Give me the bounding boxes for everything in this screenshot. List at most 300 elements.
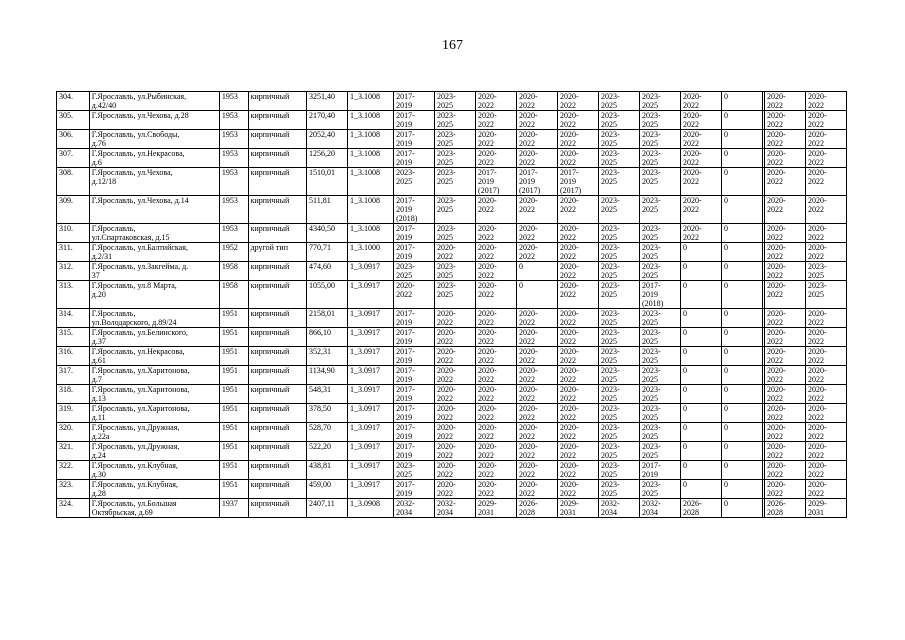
cell-period-3: 2020- 2022 [476, 309, 517, 328]
cell-period-10: 2020- 2022 [764, 111, 805, 130]
cell-area: 511,81 [306, 196, 347, 224]
cell-period-3: 2020- 2022 [476, 442, 517, 461]
cell-period-2: 2023- 2025 [435, 196, 476, 224]
table-row [57, 423, 847, 442]
cell-area: 3251,40 [306, 92, 347, 111]
cell-value-9: 0 [721, 366, 762, 385]
cell-period-4: 2020- 2022 [517, 130, 558, 149]
cell-wall-material: кирпичный [248, 423, 306, 442]
cell-period-11: 2020- 2022 [805, 404, 846, 423]
cell-period-4: 0 [517, 262, 558, 281]
cell-value-9: 0 [721, 111, 762, 130]
cell-area: 866,10 [306, 328, 347, 347]
cell-area: 352,31 [306, 347, 347, 366]
cell-area: 528,70 [306, 423, 347, 442]
cell-period-7: 2023- 2025 [639, 130, 680, 149]
cell-period-1: 2017- 2019 [394, 243, 435, 262]
cell-wall-material: кирпичный [248, 461, 306, 480]
cell-address: Г.Ярославль, ул.Клубная, д.28 [89, 480, 219, 499]
cell-period-11: 2020- 2022 [805, 111, 846, 130]
cell-period-11: 2020- 2022 [805, 461, 846, 480]
cell-year-built: 1953 [219, 224, 248, 243]
cell-period-11: 2020- 2022 [805, 92, 846, 111]
cell-period-8: 0 [680, 480, 721, 499]
cell-code: 1_3.1008 [347, 130, 393, 149]
cell-year-built: 1953 [219, 149, 248, 168]
cell-year-built: 1951 [219, 385, 248, 404]
cell-period-1: 2020- 2022 [394, 281, 435, 309]
cell-period-10: 2020- 2022 [764, 461, 805, 480]
cell-row-number: 319. [57, 404, 90, 423]
cell-period-8: 0 [680, 366, 721, 385]
cell-year-built: 1951 [219, 404, 248, 423]
table-row [57, 461, 847, 480]
cell-period-7: 2023- 2025 [639, 168, 680, 196]
cell-area: 522,20 [306, 442, 347, 461]
cell-year-built: 1953 [219, 92, 248, 111]
cell-period-1: 2017- 2019 [394, 130, 435, 149]
cell-period-8: 0 [680, 281, 721, 309]
cell-period-8: 2020- 2022 [680, 224, 721, 243]
cell-period-6: 2023- 2025 [598, 281, 639, 309]
cell-value-9: 0 [721, 404, 762, 423]
cell-period-3: 2020- 2022 [476, 404, 517, 423]
cell-wall-material: кирпичный [248, 385, 306, 404]
cell-period-4: 2020- 2022 [517, 196, 558, 224]
cell-period-1: 2017- 2019 [394, 347, 435, 366]
cell-area: 474,60 [306, 262, 347, 281]
cell-wall-material: кирпичный [248, 442, 306, 461]
cell-period-5: 2020- 2022 [558, 111, 599, 130]
cell-period-8: 0 [680, 243, 721, 262]
cell-year-built: 1951 [219, 309, 248, 328]
cell-period-10: 2020- 2022 [764, 224, 805, 243]
cell-period-1: 2017- 2019 [394, 404, 435, 423]
cell-period-11: 2020- 2022 [805, 366, 846, 385]
cell-period-11: 2020- 2022 [805, 423, 846, 442]
cell-wall-material: кирпичный [248, 404, 306, 423]
table-body [57, 92, 847, 518]
cell-period-2: 2020- 2022 [435, 404, 476, 423]
cell-period-4: 2026- 2028 [517, 499, 558, 518]
cell-period-6: 2023- 2025 [598, 224, 639, 243]
cell-value-9: 0 [721, 196, 762, 224]
table-row [57, 404, 847, 423]
cell-period-6: 2023- 2025 [598, 480, 639, 499]
cell-wall-material: кирпичный [248, 480, 306, 499]
housing-register-table [56, 91, 847, 518]
cell-period-3: 2020- 2022 [476, 224, 517, 243]
cell-row-number: 316. [57, 347, 90, 366]
cell-period-5: 2020- 2022 [558, 149, 599, 168]
cell-period-3: 2020- 2022 [476, 423, 517, 442]
cell-period-6: 2023- 2025 [598, 404, 639, 423]
cell-area: 2407,11 [306, 499, 347, 518]
cell-period-4: 2020- 2022 [517, 243, 558, 262]
cell-wall-material: кирпичный [248, 309, 306, 328]
cell-year-built: 1951 [219, 442, 248, 461]
cell-address: Г.Ярославль, ул.Харитонова, д.11 [89, 404, 219, 423]
cell-period-3: 2020- 2022 [476, 461, 517, 480]
cell-period-1: 2017- 2019 [394, 423, 435, 442]
cell-area: 1256,20 [306, 149, 347, 168]
cell-value-9: 0 [721, 243, 762, 262]
cell-period-1: 2017- 2019 [394, 328, 435, 347]
cell-period-5: 2020- 2022 [558, 423, 599, 442]
cell-value-9: 0 [721, 149, 762, 168]
cell-value-9: 0 [721, 423, 762, 442]
cell-period-11: 2020- 2022 [805, 243, 846, 262]
table-row [57, 366, 847, 385]
cell-period-5: 2020- 2022 [558, 366, 599, 385]
cell-row-number: 307. [57, 149, 90, 168]
table-row [57, 385, 847, 404]
cell-period-7: 2023- 2025 [639, 328, 680, 347]
cell-period-5: 2020- 2022 [558, 224, 599, 243]
cell-period-8: 0 [680, 385, 721, 404]
cell-value-9: 0 [721, 480, 762, 499]
cell-period-3: 2020- 2022 [476, 366, 517, 385]
cell-address: Г.Ярославль, ул.Дружная, д.24 [89, 442, 219, 461]
cell-period-8: 0 [680, 347, 721, 366]
cell-value-9: 0 [721, 130, 762, 149]
cell-wall-material: кирпичный [248, 92, 306, 111]
cell-period-3: 2020- 2022 [476, 111, 517, 130]
cell-address: Г.Ярославль, ул.Чехова, д.12/18 [89, 168, 219, 196]
table-row [57, 262, 847, 281]
cell-code: 1_3.0917 [347, 262, 393, 281]
cell-row-number: 308. [57, 168, 90, 196]
cell-period-10: 2020- 2022 [764, 442, 805, 461]
cell-period-1: 2023- 2025 [394, 461, 435, 480]
cell-period-4: 2020- 2022 [517, 442, 558, 461]
cell-period-7: 2023- 2025 [639, 480, 680, 499]
cell-value-9: 0 [721, 347, 762, 366]
cell-code: 1_3.0917 [347, 366, 393, 385]
cell-year-built: 1951 [219, 366, 248, 385]
cell-period-2: 2020- 2022 [435, 385, 476, 404]
cell-row-number: 306. [57, 130, 90, 149]
cell-area: 548,31 [306, 385, 347, 404]
cell-period-7: 2017- 2019 (2018) [639, 281, 680, 309]
cell-wall-material: кирпичный [248, 347, 306, 366]
cell-period-5: 2020- 2022 [558, 309, 599, 328]
cell-period-8: 0 [680, 442, 721, 461]
cell-period-6: 2023- 2025 [598, 149, 639, 168]
cell-period-10: 2020- 2022 [764, 243, 805, 262]
cell-period-4: 2020- 2022 [517, 149, 558, 168]
cell-period-8: 2020- 2022 [680, 111, 721, 130]
cell-period-4: 2020- 2022 [517, 111, 558, 130]
cell-period-4: 2020- 2022 [517, 347, 558, 366]
cell-row-number: 309. [57, 196, 90, 224]
cell-address: Г.Ярославль, ул.Некрасова, д.61 [89, 347, 219, 366]
cell-period-5: 2020- 2022 [558, 130, 599, 149]
cell-year-built: 1953 [219, 168, 248, 196]
table-row [57, 328, 847, 347]
cell-year-built: 1951 [219, 328, 248, 347]
cell-period-4: 2017- 2019 (2017) [517, 168, 558, 196]
cell-code: 1_3.0908 [347, 499, 393, 518]
cell-period-2: 2020- 2022 [435, 309, 476, 328]
cell-period-5: 2020- 2022 [558, 404, 599, 423]
cell-period-8: 2020- 2022 [680, 168, 721, 196]
table-row [57, 111, 847, 130]
cell-period-10: 2020- 2022 [764, 92, 805, 111]
cell-period-4: 2020- 2022 [517, 385, 558, 404]
cell-wall-material: кирпичный [248, 130, 306, 149]
cell-period-2: 2023- 2025 [435, 262, 476, 281]
cell-address: Г.Ярославль, ул.Свободы, д.76 [89, 130, 219, 149]
cell-period-1: 2017- 2019 [394, 480, 435, 499]
cell-row-number: 317. [57, 366, 90, 385]
cell-code: 1_3.0917 [347, 385, 393, 404]
cell-wall-material: кирпичный [248, 262, 306, 281]
cell-period-3: 2020- 2022 [476, 281, 517, 309]
cell-address: Г.Ярославль, ул.Спартаковская, д.15 [89, 224, 219, 243]
table-row [57, 243, 847, 262]
cell-period-7: 2023- 2025 [639, 385, 680, 404]
cell-row-number: 313. [57, 281, 90, 309]
cell-period-2: 2023- 2025 [435, 224, 476, 243]
cell-period-11: 2020- 2022 [805, 442, 846, 461]
cell-period-6: 2023- 2025 [598, 442, 639, 461]
cell-period-5: 2020- 2022 [558, 243, 599, 262]
cell-period-2: 2023- 2025 [435, 149, 476, 168]
cell-period-5: 2020- 2022 [558, 328, 599, 347]
cell-period-11: 2023- 2025 [805, 262, 846, 281]
cell-period-11: 2020- 2022 [805, 480, 846, 499]
cell-period-6: 2023- 2025 [598, 130, 639, 149]
cell-period-11: 2020- 2022 [805, 328, 846, 347]
cell-period-7: 2023- 2025 [639, 309, 680, 328]
table-row [57, 309, 847, 328]
cell-period-1: 2017- 2019 (2018) [394, 196, 435, 224]
table-row [57, 224, 847, 243]
cell-wall-material: кирпичный [248, 366, 306, 385]
cell-period-8: 2020- 2022 [680, 92, 721, 111]
cell-year-built: 1952 [219, 243, 248, 262]
cell-area: 2158,01 [306, 309, 347, 328]
cell-period-10: 2020- 2022 [764, 423, 805, 442]
cell-period-11: 2029- 2031 [805, 499, 846, 518]
cell-period-2: 2032- 2034 [435, 499, 476, 518]
cell-address: Г.Ярославль, ул.Клубная, д.30 [89, 461, 219, 480]
cell-period-5: 2020- 2022 [558, 480, 599, 499]
cell-period-6: 2023- 2025 [598, 92, 639, 111]
cell-code: 1_3.1008 [347, 92, 393, 111]
cell-area: 459,00 [306, 480, 347, 499]
cell-period-7: 2023- 2025 [639, 423, 680, 442]
cell-code: 1_3.0917 [347, 480, 393, 499]
cell-period-6: 2023- 2025 [598, 262, 639, 281]
cell-period-4: 2020- 2022 [517, 328, 558, 347]
cell-code: 1_3.0917 [347, 281, 393, 309]
cell-address: Г.Ярославль, ул.Большая Октябрьская, д.69 [89, 499, 219, 518]
cell-period-4: 2020- 2022 [517, 92, 558, 111]
cell-period-11: 2020- 2022 [805, 130, 846, 149]
cell-wall-material: кирпичный [248, 328, 306, 347]
cell-period-1: 2017- 2019 [394, 309, 435, 328]
cell-period-11: 2020- 2022 [805, 347, 846, 366]
cell-period-11: 2020- 2022 [805, 224, 846, 243]
cell-row-number: 324. [57, 499, 90, 518]
cell-period-1: 2017- 2019 [394, 111, 435, 130]
cell-period-7: 2023- 2025 [639, 149, 680, 168]
cell-value-9: 0 [721, 92, 762, 111]
cell-value-9: 0 [721, 385, 762, 404]
cell-period-3: 2029- 2031 [476, 499, 517, 518]
cell-period-10: 2026- 2028 [764, 499, 805, 518]
cell-wall-material: кирпичный [248, 281, 306, 309]
cell-period-5: 2017- 2019 (2017) [558, 168, 599, 196]
cell-period-2: 2020- 2022 [435, 480, 476, 499]
cell-period-8: 2026- 2028 [680, 499, 721, 518]
cell-address: Г.Ярославль, ул.Чехова, д.14 [89, 196, 219, 224]
cell-period-2: 2023- 2025 [435, 111, 476, 130]
cell-period-11: 2023- 2025 [805, 281, 846, 309]
cell-period-3: 2020- 2022 [476, 149, 517, 168]
table-row [57, 499, 847, 518]
cell-period-4: 0 [517, 281, 558, 309]
cell-period-2: 2020- 2022 [435, 366, 476, 385]
cell-value-9: 0 [721, 499, 762, 518]
cell-row-number: 322. [57, 461, 90, 480]
cell-period-4: 2020- 2022 [517, 309, 558, 328]
cell-period-8: 0 [680, 328, 721, 347]
cell-period-7: 2023- 2025 [639, 442, 680, 461]
cell-code: 1_3.0917 [347, 347, 393, 366]
cell-wall-material: кирпичный [248, 499, 306, 518]
cell-row-number: 320. [57, 423, 90, 442]
cell-period-4: 2020- 2022 [517, 423, 558, 442]
cell-area: 2052,40 [306, 130, 347, 149]
cell-period-11: 2020- 2022 [805, 149, 846, 168]
cell-row-number: 311. [57, 243, 90, 262]
cell-wall-material: кирпичный [248, 111, 306, 130]
cell-period-2: 2020- 2022 [435, 328, 476, 347]
cell-period-3: 2020- 2022 [476, 347, 517, 366]
cell-period-3: 2017- 2019 (2017) [476, 168, 517, 196]
cell-period-10: 2020- 2022 [764, 149, 805, 168]
cell-area: 2170,40 [306, 111, 347, 130]
cell-period-2: 2020- 2022 [435, 461, 476, 480]
cell-period-10: 2020- 2022 [764, 262, 805, 281]
cell-year-built: 1951 [219, 347, 248, 366]
cell-period-10: 2020- 2022 [764, 366, 805, 385]
cell-row-number: 318. [57, 385, 90, 404]
cell-code: 1_3.0917 [347, 328, 393, 347]
cell-period-6: 2023- 2025 [598, 385, 639, 404]
cell-period-5: 2029- 2031 [558, 499, 599, 518]
cell-period-7: 2023- 2025 [639, 196, 680, 224]
cell-period-5: 2020- 2022 [558, 442, 599, 461]
cell-row-number: 310. [57, 224, 90, 243]
cell-area: 1510,01 [306, 168, 347, 196]
table-row [57, 168, 847, 196]
cell-period-6: 2023- 2025 [598, 243, 639, 262]
cell-period-7: 2017- 2019 [639, 461, 680, 480]
cell-area: 438,81 [306, 461, 347, 480]
cell-wall-material: кирпичный [248, 224, 306, 243]
cell-period-8: 0 [680, 309, 721, 328]
table-row [57, 347, 847, 366]
cell-period-10: 2020- 2022 [764, 480, 805, 499]
cell-wall-material: кирпичный [248, 168, 306, 196]
cell-code: 1_3.0917 [347, 404, 393, 423]
cell-value-9: 0 [721, 442, 762, 461]
cell-period-11: 2020- 2022 [805, 196, 846, 224]
cell-period-8: 0 [680, 404, 721, 423]
cell-year-built: 1937 [219, 499, 248, 518]
cell-row-number: 305. [57, 111, 90, 130]
cell-period-6: 2023- 2025 [598, 423, 639, 442]
cell-code: 1_3.1008 [347, 224, 393, 243]
cell-area: 770,71 [306, 243, 347, 262]
cell-code: 1_3.1008 [347, 168, 393, 196]
table-row [57, 130, 847, 149]
cell-period-7: 2023- 2025 [639, 243, 680, 262]
cell-period-3: 2020- 2022 [476, 262, 517, 281]
table-row [57, 92, 847, 111]
cell-code: 1_3.0917 [347, 423, 393, 442]
cell-value-9: 0 [721, 262, 762, 281]
cell-value-9: 0 [721, 168, 762, 196]
cell-period-8: 0 [680, 423, 721, 442]
cell-value-9: 0 [721, 309, 762, 328]
cell-code: 1_3.0917 [347, 461, 393, 480]
cell-year-built: 1951 [219, 423, 248, 442]
cell-period-10: 2020- 2022 [764, 168, 805, 196]
cell-period-8: 0 [680, 461, 721, 480]
cell-row-number: 321. [57, 442, 90, 461]
cell-period-3: 2020- 2022 [476, 243, 517, 262]
cell-period-5: 2020- 2022 [558, 461, 599, 480]
cell-address: Г.Ярославль, ул.8 Марта, д.20 [89, 281, 219, 309]
cell-address: Г.Ярославль, ул.Белинского, д.37 [89, 328, 219, 347]
cell-value-9: 0 [721, 461, 762, 480]
cell-period-10: 2020- 2022 [764, 196, 805, 224]
cell-area: 4340,50 [306, 224, 347, 243]
cell-period-3: 2020- 2022 [476, 130, 517, 149]
table-row [57, 281, 847, 309]
cell-area: 1055,00 [306, 281, 347, 309]
cell-period-2: 2023- 2025 [435, 281, 476, 309]
cell-period-6: 2023- 2025 [598, 111, 639, 130]
cell-period-10: 2020- 2022 [764, 328, 805, 347]
cell-address: Г.Ярославль, ул.Балтийская, д.2/31 [89, 243, 219, 262]
cell-period-8: 2020- 2022 [680, 130, 721, 149]
cell-code: 1_3.0917 [347, 309, 393, 328]
cell-period-4: 2020- 2022 [517, 404, 558, 423]
cell-period-5: 2020- 2022 [558, 347, 599, 366]
table-row [57, 196, 847, 224]
cell-period-4: 2020- 2022 [517, 366, 558, 385]
cell-period-10: 2020- 2022 [764, 309, 805, 328]
cell-period-1: 2017- 2019 [394, 149, 435, 168]
cell-period-3: 2020- 2022 [476, 480, 517, 499]
cell-code: 1_3.1008 [347, 111, 393, 130]
cell-address: Г.Ярославль, ул.Закгейма, д. 37 [89, 262, 219, 281]
cell-address: Г.Ярославль, ул.Некрасова, д.6 [89, 149, 219, 168]
cell-period-7: 2023- 2025 [639, 92, 680, 111]
cell-period-6: 2023- 2025 [598, 168, 639, 196]
cell-code: 1_3.1008 [347, 196, 393, 224]
cell-year-built: 1953 [219, 130, 248, 149]
cell-address: Г.Ярославль, ул.Володарского, д.89/24 [89, 309, 219, 328]
cell-period-2: 2020- 2022 [435, 243, 476, 262]
cell-value-9: 0 [721, 328, 762, 347]
